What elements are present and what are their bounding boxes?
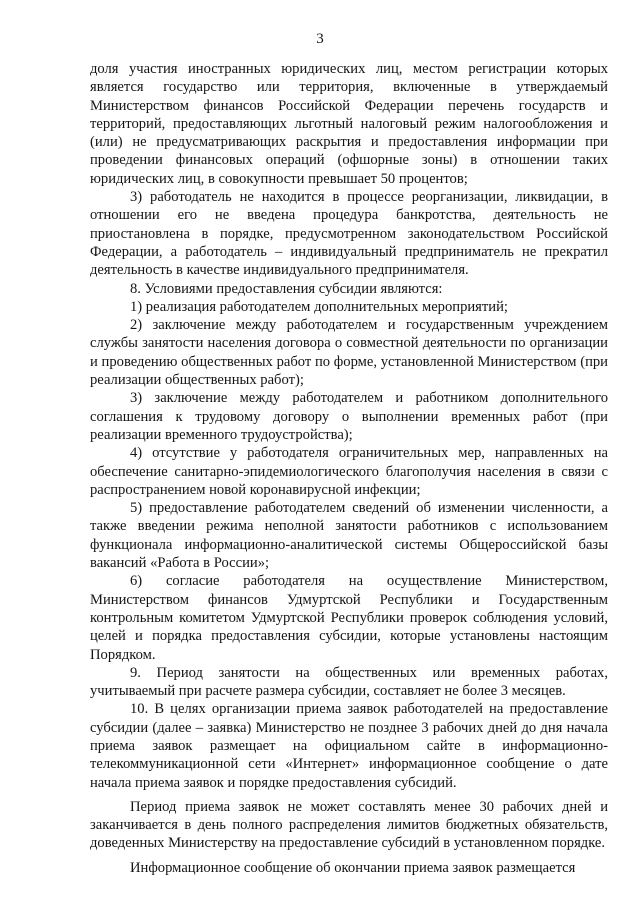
paragraph-closing-notice: Информационное сообщение об окончании приема заявок размещается	[130, 859, 576, 876]
paragraph-condition-3: 3) заключение между работодателем и работником дополнительного соглашения к трудовому договору о выполнении временных работ (при реализации временного трудоустройства);	[90, 390, 608, 443]
document-body	[90, 60, 608, 877]
paragraph-offshore-share: доля участия иностранных юридических лиц, местом регистрации которых является государство или территория, включенные в утверждаемый Министерством финансов Российской Федерации перечень государств и территорий, предоставляющих льготный налоговый режим налогообложения и (или) не предусматривающих раскрытия и предоставления информации при проведении финансовых операций (офшорные зоны) в отношении таких юридических лиц, в совокупности превышает 50 процентов;	[90, 61, 608, 187]
paragraph-condition-4: 4) отсутствие у работодателя ограничительных мер, направленных на обеспечение санитарно-эпидемиологического благополучия населения в связи с распространением новой коронавирусной инфекции;	[90, 445, 608, 498]
page-number: 3	[316, 31, 324, 47]
paragraph-section-8-conditions: 8. Условиями предоставления субсидии являются:	[130, 280, 443, 297]
paragraph-application-period: Период приема заявок не может составлять менее 30 рабочих дней и заканчивается в день полного распределения лимитов бюджетных обязательств, доведенных Министерству на предоставление субсидий в установленном порядке.	[90, 798, 608, 852]
paragraph-condition-2: 2) заключение между работодателем и государственным учреждением службы занятости населения договора о совместной деятельности по организации и проведению общественных работ по форме, установленной Министерством (при реализации общественных работ);	[90, 317, 608, 389]
paragraph-item-3-reorganization: 3) работодатель не находится в процессе реорганизации, ликвидации, в отношении его не введена процедура банкротства, деятельность не приостановлена в порядке, предусмотренном законодательством Российской Федерации, а работодатель – индивидуальный предприниматель не прекратил деятельность в качестве индивидуального предпринимателя.	[90, 189, 608, 279]
paragraph-condition-5: 5) предоставление работодателем сведений об изменении численности, а также введении режима неполной занятости работников с использованием функционала информационно-аналитической системы Общероссийской базы вакансий «Работа в России»;	[90, 500, 608, 572]
paragraph-section-9-period: 9. Период занятости на общественных или временных работах, учитываемый при расчете размера субсидии, составляет не более 3 месяцев.	[90, 664, 608, 700]
paragraph-condition-6: 6) согласие работодателя на осуществление Министерством, Министерством финансов Удмуртской Республики и Государственным контрольным комитетом Удмуртской Республики проверок соблюдения условий, целей и порядка предоставления субсидии, которые установлены настоящим Порядком.	[90, 573, 608, 663]
paragraph-section-10-announcement: 10. В целях организации приема заявок работодателей на предоставление субсидии (далее – заявка) Министерство не позднее 3 рабочих дней до дня начала приема заявок размещает на официальном сайте в информационно-телекоммуникационной сети «Интернет» информационное сообщение о дате начала приема заявок и порядке предоставления субсидий.	[90, 701, 608, 791]
paragraph-condition-1: 1) реализация работодателем дополнительных мероприятий;	[130, 298, 508, 315]
